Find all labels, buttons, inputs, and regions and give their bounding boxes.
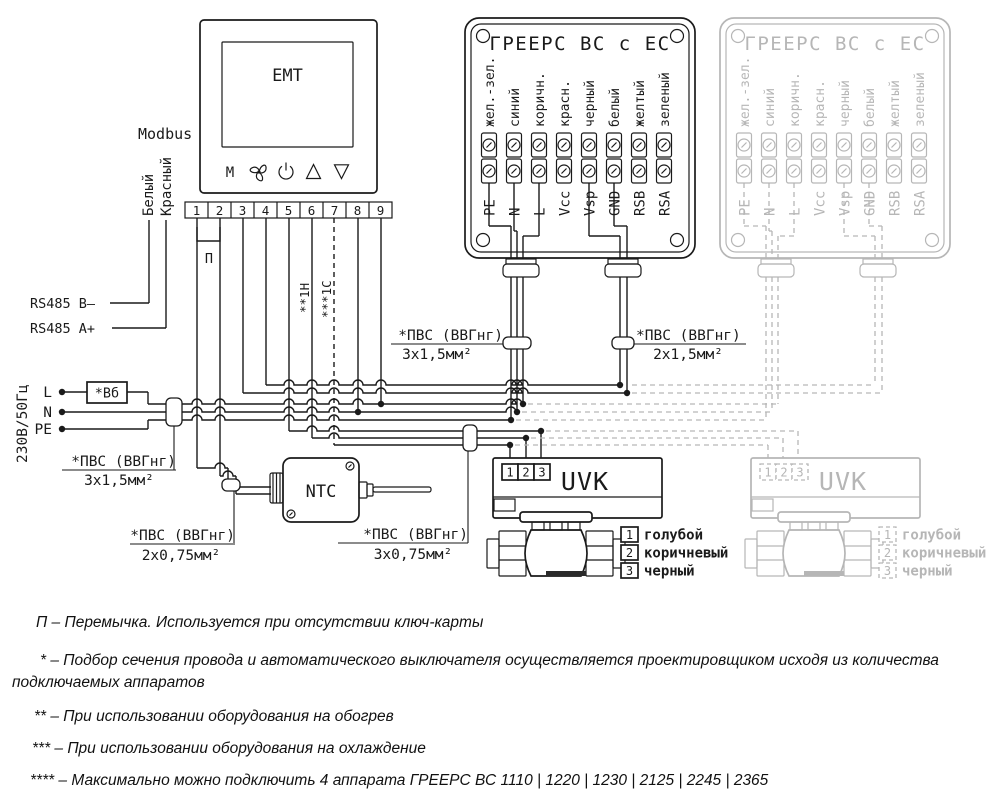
mains-pe-label: PE: [34, 422, 52, 438]
ntc-label: NTC: [305, 482, 337, 502]
terminal-name-label: RSA: [912, 190, 929, 216]
jumper-label: П: [204, 251, 214, 267]
pipe-stub: [487, 539, 499, 568]
valve-neck: [568, 522, 580, 530]
footnote-max-units: **** – Максимально можно подключить 4 аппарата ГРЕЕРС ВС 1110 | 1220 | 1230 | 2125 | 2245 | 2365: [30, 772, 769, 789]
emt-screen-label: EMT: [272, 66, 303, 86]
probe-rod: [373, 487, 431, 492]
cable-label: *ПВС (ВВГнг): [363, 527, 468, 543]
terminal-name-label: GND: [607, 190, 624, 216]
jumper-bracket: [197, 227, 220, 241]
cable-label: *ПВС (ВВГнг): [71, 454, 176, 470]
footnote-jumper: П – Перемычка. Используется при отсутствии ключ-карты: [36, 614, 484, 631]
legend-number: 3: [625, 564, 634, 578]
valve-neck: [550, 522, 562, 530]
terminal-name-label: L: [787, 207, 804, 216]
cable-marker: [612, 337, 634, 349]
rs485-a-label: RS485 A+: [30, 321, 96, 337]
cable-size-label: 3х1,5мм²: [402, 347, 472, 363]
wire-color-label: жел.-зел.: [738, 56, 753, 127]
cable-label: *ПВС (ВВГнг): [636, 328, 741, 344]
mode-button: M: [225, 165, 235, 181]
uvk-valve-ghost: [745, 458, 986, 580]
wire-color-label: белый: [863, 87, 878, 127]
terminal-name-label: Vsp: [582, 190, 599, 216]
legend-number: 3: [883, 564, 892, 578]
terminal-name-label: Vcc: [812, 190, 829, 216]
breaker-label: *Вб: [94, 385, 120, 402]
terminal-name-label: L: [532, 207, 549, 216]
cable-gland: [761, 259, 791, 264]
uvk-terminal-number: 3: [538, 465, 546, 480]
bus-wire: [148, 399, 523, 404]
valve-band: [546, 571, 586, 576]
valve-neck: [532, 522, 544, 530]
emt-terminal-number: 6: [307, 202, 316, 218]
legend-number: 1: [625, 528, 634, 542]
cable-size-label: 3х0,75мм²: [373, 547, 453, 563]
unit-title: ГРЕЕРС ВС с ЕС: [744, 33, 926, 55]
hex-nut: [757, 531, 784, 576]
emt-terminal-number: 3: [238, 202, 247, 218]
wire-color-label: синий: [508, 87, 523, 127]
bus-wire: [312, 433, 526, 438]
terminal-name-label: N: [762, 207, 779, 216]
wire-color-label: синий: [763, 87, 778, 127]
cable-marker: [222, 479, 240, 491]
probe-fitting: [359, 482, 367, 498]
junction-dot: [59, 409, 65, 415]
emt-terminal-number: 5: [284, 202, 293, 218]
wire-color-label: красн.: [558, 80, 573, 127]
legend-color-label: голубой: [902, 527, 962, 544]
valve-barrel: [783, 530, 845, 576]
cable-label: *ПВС (ВВГнг): [398, 328, 503, 344]
junction-dot: [59, 389, 65, 395]
junction-dot: [520, 401, 526, 407]
cool-signal-label: ***1С: [319, 280, 334, 318]
legend-color-label: черный: [902, 563, 953, 580]
wire-color-label: зеленый: [658, 72, 673, 127]
cable-marker: [463, 425, 477, 451]
bus-wire: [197, 463, 228, 468]
wire-color-label: желтый: [888, 80, 903, 127]
hex-nut: [499, 531, 526, 576]
valve-barrel: [525, 530, 587, 576]
legend-number: 2: [625, 546, 634, 560]
emt-terminal-number: 7: [330, 202, 339, 218]
junction-dot: [378, 401, 384, 407]
wire-color-label: черный: [583, 80, 598, 127]
uvk-label: UVK: [560, 467, 610, 496]
cable-label: *ПВС (ВВГнг): [130, 528, 235, 544]
cable-marker: [166, 398, 182, 426]
screw-icon: [257, 170, 260, 173]
junction-dot: [59, 426, 65, 432]
cable-size-label: 2х0,75мм²: [141, 548, 221, 564]
terminal-name-label: Vcc: [557, 190, 574, 216]
mounting-flange: [520, 512, 592, 522]
pipe-stub: [745, 539, 757, 568]
cable-gland: [860, 264, 896, 277]
ntc-sensor: [270, 458, 431, 522]
junction-dot: [508, 417, 514, 423]
junction-dot: [355, 409, 361, 415]
cable-gland: [758, 264, 794, 277]
valve-band: [804, 571, 844, 576]
junction-dot: [523, 435, 529, 441]
mains-l-label: L: [43, 385, 52, 401]
hex-nut: [844, 531, 871, 576]
bus-wire: [266, 380, 620, 385]
cable-size-label: 2х1,5мм²: [653, 347, 723, 363]
cable-gland: [608, 259, 638, 264]
rs485-b-label: RS485 B–: [30, 296, 96, 312]
terminal-name-label: PE: [482, 199, 499, 216]
cable-gland: [506, 259, 536, 264]
valve-neck: [790, 522, 802, 530]
uvk-terminal-number: 2: [780, 465, 788, 480]
bus-wire: [289, 426, 541, 431]
terminal-name-label: PE: [737, 199, 754, 216]
terminal-name-label: Vsp: [837, 190, 854, 216]
wire-color-label: жел.-зел.: [483, 56, 498, 127]
cable-marker: [503, 337, 531, 349]
footnote-breaker: * – Подбор сечения провода и автоматического выключателя осуществляется проектировщиком исходя из количества подключаемых аппаратов: [12, 652, 939, 691]
greers-unit-ghost: [720, 18, 950, 277]
junction-dot: [624, 390, 630, 396]
uvk-terminal-number: 1: [506, 465, 514, 480]
wire-color-label: белый: [608, 87, 623, 127]
uvk-label: UVK: [818, 467, 868, 496]
footnote-heating: ** – При использовании оборудования на обогрев: [34, 708, 394, 725]
emt-terminal-number: 1: [192, 202, 201, 218]
junction-dot: [514, 409, 520, 415]
heat-signal-label: **1Н: [297, 282, 312, 313]
unit-title: ГРЕЕРС ВС с ЕС: [489, 33, 671, 55]
cable-labels: [71, 328, 741, 564]
uvk-terminal-number: 3: [796, 465, 804, 480]
terminal-name-label: RSB: [632, 190, 649, 216]
terminal-name-label: RSB: [887, 190, 904, 216]
terminal-name-label: RSA: [657, 190, 674, 216]
mains-n-label: N: [43, 405, 52, 421]
modbus-red-wire-label: Красный: [159, 156, 175, 216]
footnotes: [0, 602, 1000, 792]
wire-color-label: черный: [838, 80, 853, 127]
uvk-terminal-number: 2: [522, 465, 530, 480]
junction-dot: [617, 382, 623, 388]
emt-terminal-number: 9: [376, 202, 385, 218]
legend-number: 1: [883, 528, 892, 542]
probe-fitting: [367, 484, 373, 496]
junction-dot: [538, 428, 544, 434]
uvk-valve: [487, 458, 728, 580]
cable-size-label: 3х1,5мм²: [84, 473, 154, 489]
terminal-name-label: GND: [862, 190, 879, 216]
emt-terminal-number: 2: [215, 202, 224, 218]
bus-wire: [243, 388, 627, 393]
terminal-name-label: N: [507, 207, 524, 216]
bus-wire: [148, 415, 511, 420]
emt-terminal-number: 8: [353, 202, 362, 218]
wire-color-label: коричн.: [533, 72, 548, 127]
mains-voltage-label: 230В/50Гц: [15, 384, 31, 463]
wire-color-label: зеленый: [913, 72, 928, 127]
wire-color-label: коричн.: [788, 72, 803, 127]
cable-gland: [863, 259, 893, 264]
mounting-flange: [778, 512, 850, 522]
hex-nut: [586, 531, 613, 576]
footnote-cooling: *** – При использовании оборудования на охлаждение: [32, 740, 426, 757]
junction-dot: [507, 442, 513, 448]
legend-number: 2: [883, 546, 892, 560]
emt-terminal-number: 4: [261, 202, 270, 218]
wire-color-label: красн.: [813, 80, 828, 127]
modbus-white-wire-label: Белый: [141, 173, 157, 216]
greers-unit: [465, 18, 695, 277]
valve-neck: [826, 522, 838, 530]
uvk-terminal-number: 1: [764, 465, 772, 480]
valve-neck: [808, 522, 820, 530]
cable-gland: [605, 264, 641, 277]
legend-color-label: коричневый: [902, 545, 987, 562]
cable-gland: [503, 264, 539, 277]
legend-color-label: коричневый: [644, 545, 729, 562]
legend-color-label: черный: [644, 563, 695, 580]
legend-color-label: голубой: [644, 527, 704, 544]
modbus-title: Modbus: [138, 125, 193, 143]
wire-color-label: желтый: [633, 80, 648, 127]
